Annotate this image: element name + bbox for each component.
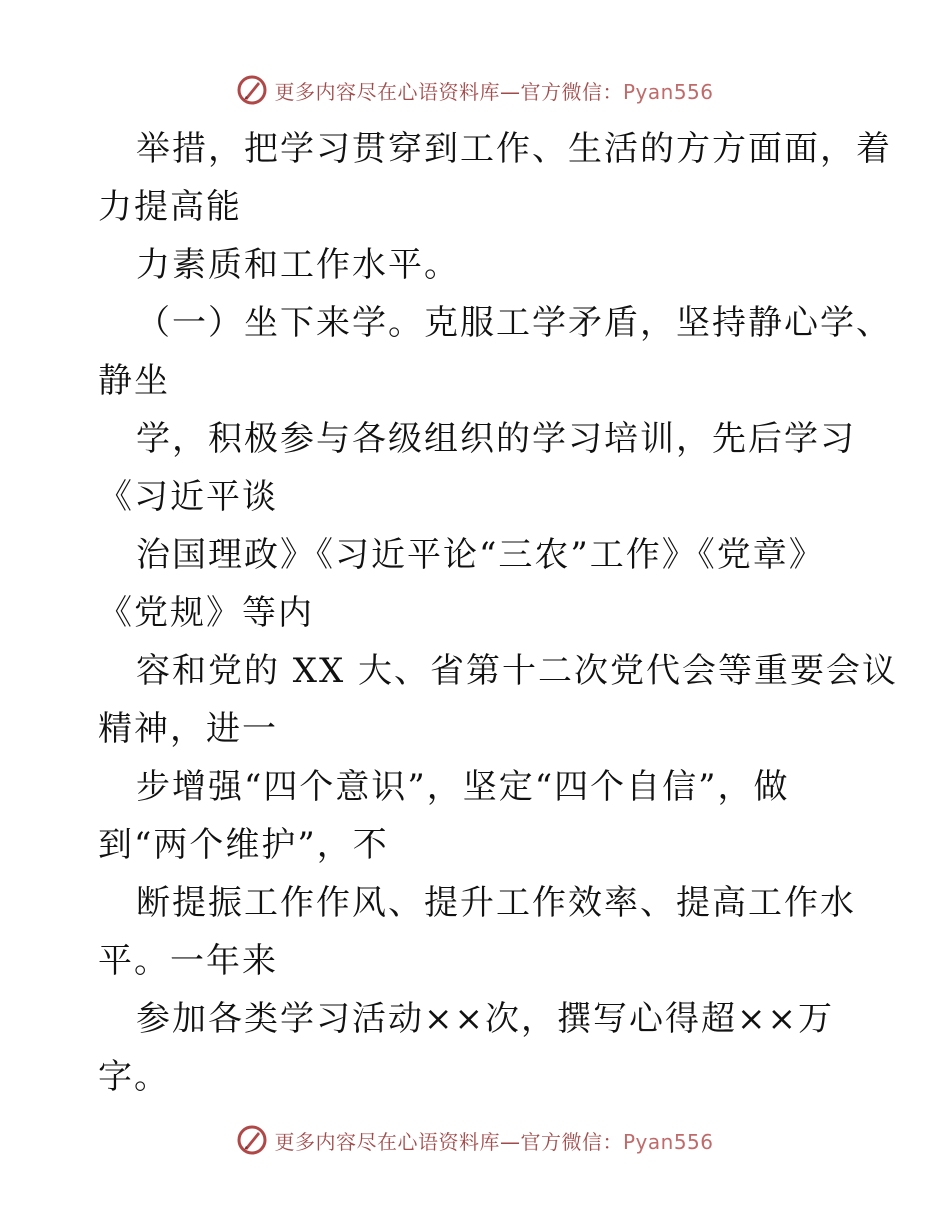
quill-logo-icon	[236, 74, 268, 106]
text-line: 精神，进一	[98, 709, 278, 749]
footer-wechat-id: Pyan556	[622, 1129, 714, 1154]
text-line: 断提振工作作风、提升工作效率、提高工作水	[136, 883, 856, 923]
header-banner	[0, 72, 950, 108]
text-line: 步增强“四个意识”，坚定“四个自信”，做	[136, 767, 790, 807]
text-line: 到“两个维护”，不	[98, 825, 389, 865]
text-line: （一）坐下来学。克服工学矛盾，坚持静心学、	[136, 303, 892, 343]
footer-banner-label: 更多内容尽在心语资料库—官方微信：	[274, 1129, 623, 1154]
header-banner-text	[274, 76, 713, 105]
text-line: 容和党的 XX 大、省第十二次党代会等重要会议	[136, 651, 899, 691]
text-line: 平。一年来	[98, 941, 278, 981]
text-line: 力提高能	[98, 187, 242, 227]
text-line: 参加各类学习活动××次，撰写心得超××万	[136, 999, 834, 1039]
document-body	[98, 120, 899, 1106]
text-line: 《党规》等内	[98, 593, 314, 633]
footer-banner-text	[274, 1126, 713, 1155]
text-line: 学，积极参与各级组织的学习培训，先后学习	[136, 419, 856, 459]
text-line: 治国理政》《习近平论“三农”工作》《党章》	[136, 535, 825, 575]
footer-banner	[0, 1122, 950, 1158]
text-line: 举措，把学习贯穿到工作、生活的方方面面，着	[136, 129, 892, 169]
text-line: 字。	[98, 1057, 170, 1097]
text-line: 静坐	[98, 361, 170, 401]
header-wechat-id: Pyan556	[622, 79, 714, 104]
quill-logo-icon	[236, 1124, 268, 1156]
header-banner-label: 更多内容尽在心语资料库—官方微信：	[274, 79, 623, 104]
text-line: 力素质和工作水平。	[136, 245, 460, 285]
text-line: 《习近平谈	[98, 477, 278, 517]
